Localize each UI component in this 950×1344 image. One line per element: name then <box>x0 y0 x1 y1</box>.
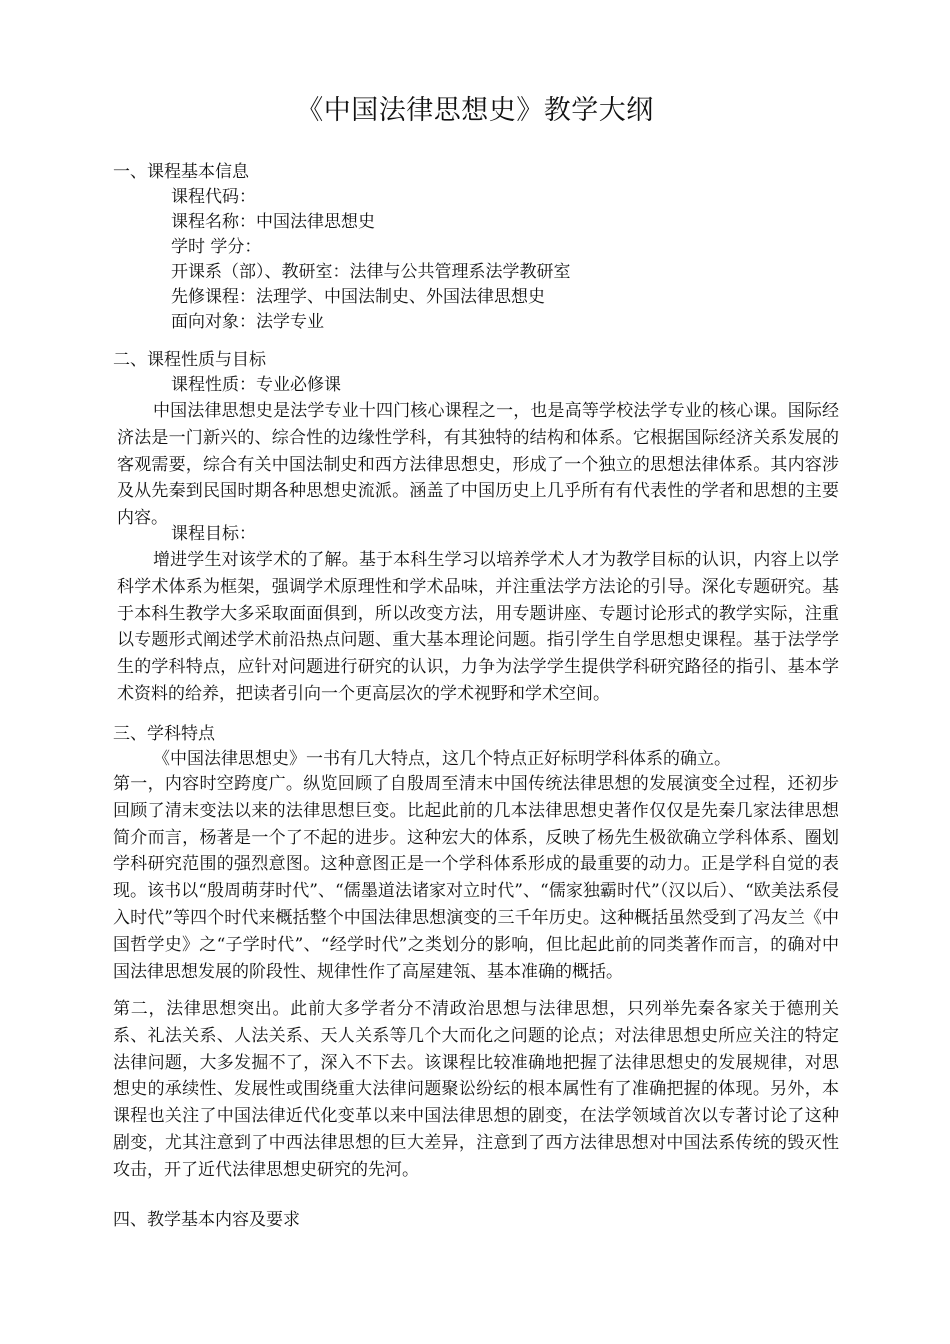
section4-heading: 四、教学基本内容及要求 <box>113 1210 300 1230</box>
section1-heading: 一、课程基本信息 <box>113 162 249 182</box>
course-audience: 面向对象：法学专业 <box>171 312 324 332</box>
course-hours-credits: 学时 学分： <box>171 237 262 257</box>
section2-heading: 二、课程性质与目标 <box>113 350 266 370</box>
section3-heading: 三、学科特点 <box>113 724 215 744</box>
course-prerequisites: 先修课程：法理学、中国法制史、外国法律思想史 <box>171 287 545 307</box>
document-title: 《中国法律思想史》教学大纲 <box>296 95 654 126</box>
section3-point1-paragraph: 第一，内容时空跨度广。纵览回顾了自殷周至清末中国传统法律思想的发展演变全过程，还初步回顾了清末变法以来的法律思想巨变。比起此前的几本法律思想史著作仅仅是先秦几家法律思想简介而言，杨著是一个了不起的进步。这种宏大的体系，反映了杨先生极欲确立学科体系、圈划学科研究范围的强烈意图。这种意图正是一个学科体系形成的最重要的动力。正是学科自觉的表现。该书以“殷周萌芽时代”、“儒墨道法诸家对立时代”、“儒家独霸时代”（汉以后）、“欧美法系侵入时代”等四个时代来概括整个中国法律思想演变的三千年历史。这种概括虽然受到了冯友兰《中国哲学史》之“子学时代”、“经学时代”之类划分的影响，但比起此前的同类著作而言，的确对中国法律思想发展的阶段性、规律性作了高屋建瓴、基本准确的概括。 <box>113 774 839 982</box>
course-nature-label: 课程性质：专业必修课 <box>171 375 341 395</box>
course-goal-paragraph: 增进学生对该学术的了解。基于本科生学习以培养学术人才为教学目标的认识，内容上以学科学术体系为框架，强调学术原理性和学术品味，并注重法学方法论的引导。深化专题研究。基于本科生教学大多采取面面俱到，所以改变方法，用专题讲座、专题讨论形式的教学实际，注重以专题形式阐述学术前沿热点问题、重大基本理论问题。指引学生自学思想史课程。基于法学学生的学科特点，应针对问题进行研究的认识，力争为法学学生提供学科研究路径的指引、基本学术资料的给养，把读者引向一个更高层次的学术视野和学术空间。 <box>117 550 839 704</box>
course-nature-paragraph: 中国法律思想史是法学专业十四门核心课程之一，也是高等学校法学专业的核心课。国际经济法是一门新兴的、综合性的边缘性学科，有其独特的结构和体系。它根据国际经济关系发展的客观需要，综合有关中国法制史和西方法律思想史，形成了一个独立的思想法律体系。其内容涉及从先秦到民国时期各种思想史流派。涵盖了中国历史上几乎所有有代表性的学者和思想的主要内容。 <box>117 401 839 529</box>
section3-point2-paragraph: 第二，法律思想突出。此前大多学者分不清政治思想与法律思想，只列举先秦各家关于德刑关系、礼法关系、人法关系、天人关系等几个大而化之问题的论点；对法律思想史所应关注的特定法律问题，大多发掘不了，深入不下去。该课程比较准确地把握了法律思想史的发展规律，对思想史的承续性、发展性或围绕重大法律问题聚讼纷纭的根本属性有了准确把握的体现。另外，本课程也关注了中国法律近代化变革以来中国法律思想的剧变，在法学领域首次以专著讨论了这种剧变，尤其注意到了中西法律思想的巨大差异，注意到了西方法律思想对中国法系传统的毁灭性攻击，开了近代法律思想史研究的先河。 <box>113 999 839 1180</box>
section3-intro: 《中国法律思想史》一书有几大特点，这几个特点正好标明学科体系的确立。 <box>153 749 731 769</box>
course-department: 开课系（部）、教研室：法律与公共管理系法学教研室 <box>171 262 571 282</box>
course-code: 课程代码： <box>171 187 256 207</box>
course-goal-label: 课程目标： <box>171 524 256 544</box>
course-name: 课程名称：中国法律思想史 <box>171 212 375 232</box>
